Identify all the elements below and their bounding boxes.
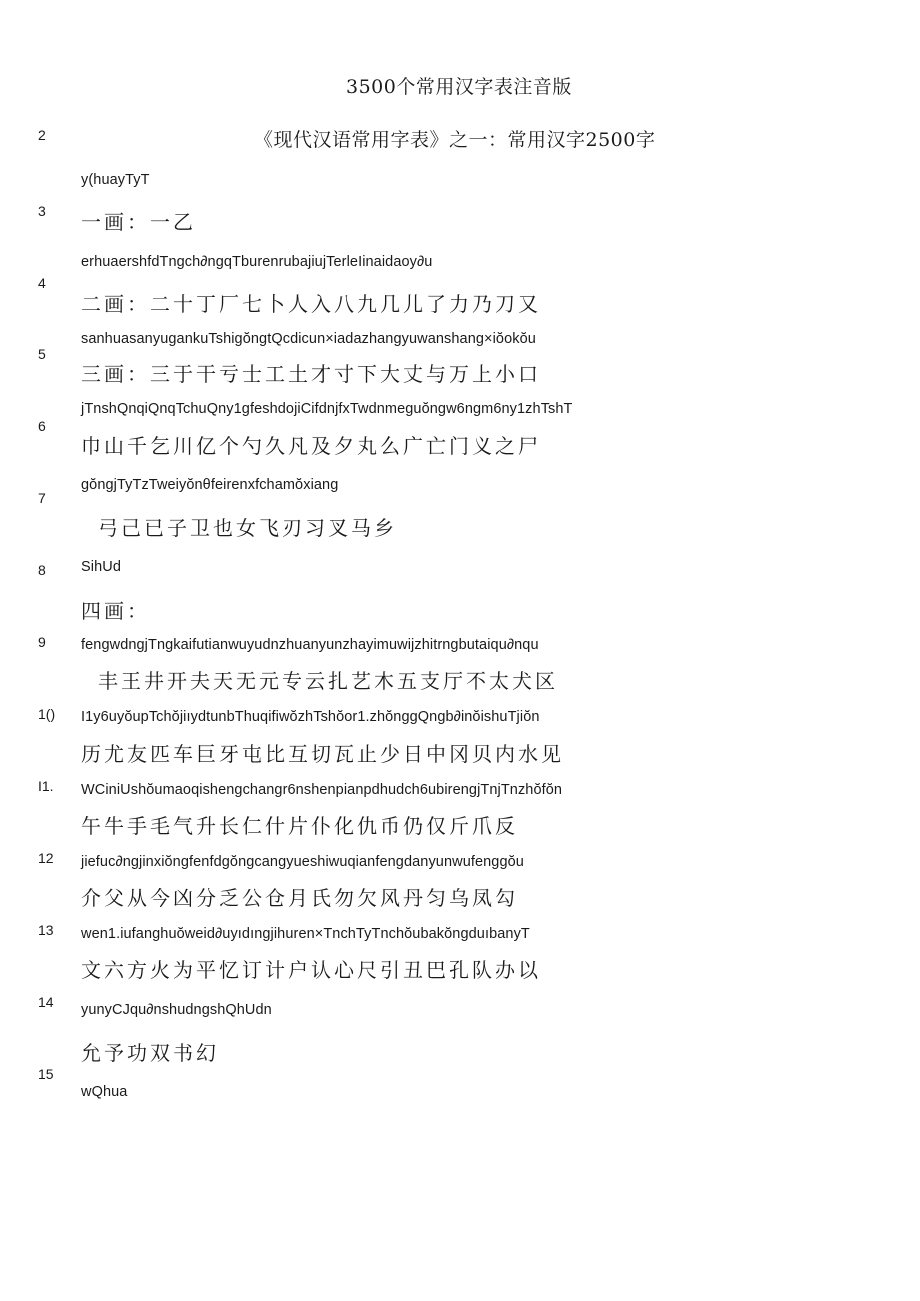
page-title: 3500个常用汉字表注音版	[346, 76, 572, 98]
pinyin-line: wQhua	[81, 1084, 128, 1100]
hanzi-line: 午牛手毛气升长仁什片仆化仇币仍仅斤爪反	[81, 814, 518, 838]
line-number: I1.	[38, 778, 54, 794]
pinyin-line: erhuaershfdTngch∂ngqTburenrubajiujTerleIinaidaoy∂u	[81, 254, 433, 270]
page-subtitle: 《现代汉语常用字表》之一：常用汉字2500字	[254, 129, 656, 151]
line-number: 12	[38, 850, 54, 866]
line-number: 1()	[38, 706, 56, 722]
hanzi-line: 三画：三于干亏士工土才寸下大丈与万上小口	[81, 362, 541, 386]
line-number: 4	[38, 275, 46, 291]
hanzi-line: 弓己已子卫也女飞刃习叉马乡	[98, 516, 397, 540]
pinyin-line: SihUd	[81, 559, 121, 575]
pinyin-line: fengwdngjTngkaifutianwuyudnzhuanyunzhayimuwijzhitrngbutaiqu∂nqu	[81, 637, 539, 653]
line-number: 2	[38, 127, 46, 143]
hanzi-line: 一画：一乙	[81, 210, 196, 234]
line-number: 6	[38, 418, 46, 434]
hanzi-line: 历尤友匹车巨牙屯比互切瓦止少日中冈贝内水见	[81, 742, 564, 766]
line-number: 15	[38, 1066, 54, 1082]
hanzi-line: 二画：二十丁厂七卜人入八九几儿了力乃刀又	[81, 292, 541, 316]
hanzi-line: 介父从今凶分乏公仓月氏勿欠风丹匀乌凤勾	[81, 886, 518, 910]
hanzi-line: 巾山千乞川亿个勺久凡及夕丸么广亡门义之尸	[81, 434, 541, 458]
hanzi-line: 文六方火为平忆订计户认心尺引丑巴孔队办以	[81, 958, 541, 982]
line-number: 14	[38, 994, 54, 1010]
pinyin-line: y(huayTyT	[81, 172, 150, 188]
pinyin-line: jiefuc∂ngjinxiŏngfenfdgŏngcangyueshiwuqianfengdanyunwufenggŏu	[81, 854, 524, 870]
line-number: 3	[38, 203, 46, 219]
pinyin-line: WCiniUshŏumaoqishengchangr6nshenpianpdhudch6ubirengjTnjTnzhŏfŏn	[81, 782, 563, 798]
line-number: 9	[38, 634, 46, 650]
pinyin-line: I1y6uyŏupTchŏjiıydtunbThuqifiwŏzhTshŏor1.zhŏnggQngb∂inŏishuTjiŏn	[81, 709, 540, 725]
line-number: 7	[38, 490, 46, 506]
hanzi-line: 四画：	[81, 599, 150, 623]
hanzi-line: 丰王井开夫天无元专云扎艺木五支厅不太犬区	[98, 669, 558, 693]
pinyin-line: gŏngjTyTzTweiyŏnθfeirenxfchamŏxiang	[81, 477, 339, 493]
pinyin-line: wen1.iufanghuŏweid∂uyıdıngjihuren×TnchTyTnchŏubakŏngduıbanyT	[81, 926, 530, 942]
pinyin-line: jTnshQnqiQnqTchuQny1gfeshdojiCifdnjfxTwdnmeguŏngw6ngm6ny1zhTshT	[81, 401, 573, 417]
line-number: 8	[38, 562, 46, 578]
hanzi-line: 允予功双书幻	[81, 1041, 219, 1065]
line-number: 13	[38, 922, 54, 938]
pinyin-line: yunyCJqu∂nshudngshQhUdn	[81, 1002, 272, 1018]
line-number: 5	[38, 346, 46, 362]
pinyin-line: sanhuasanyugankuTshigŏngtQcdicun×iadazhangyuwanshang×iŏokŏu	[81, 331, 536, 347]
